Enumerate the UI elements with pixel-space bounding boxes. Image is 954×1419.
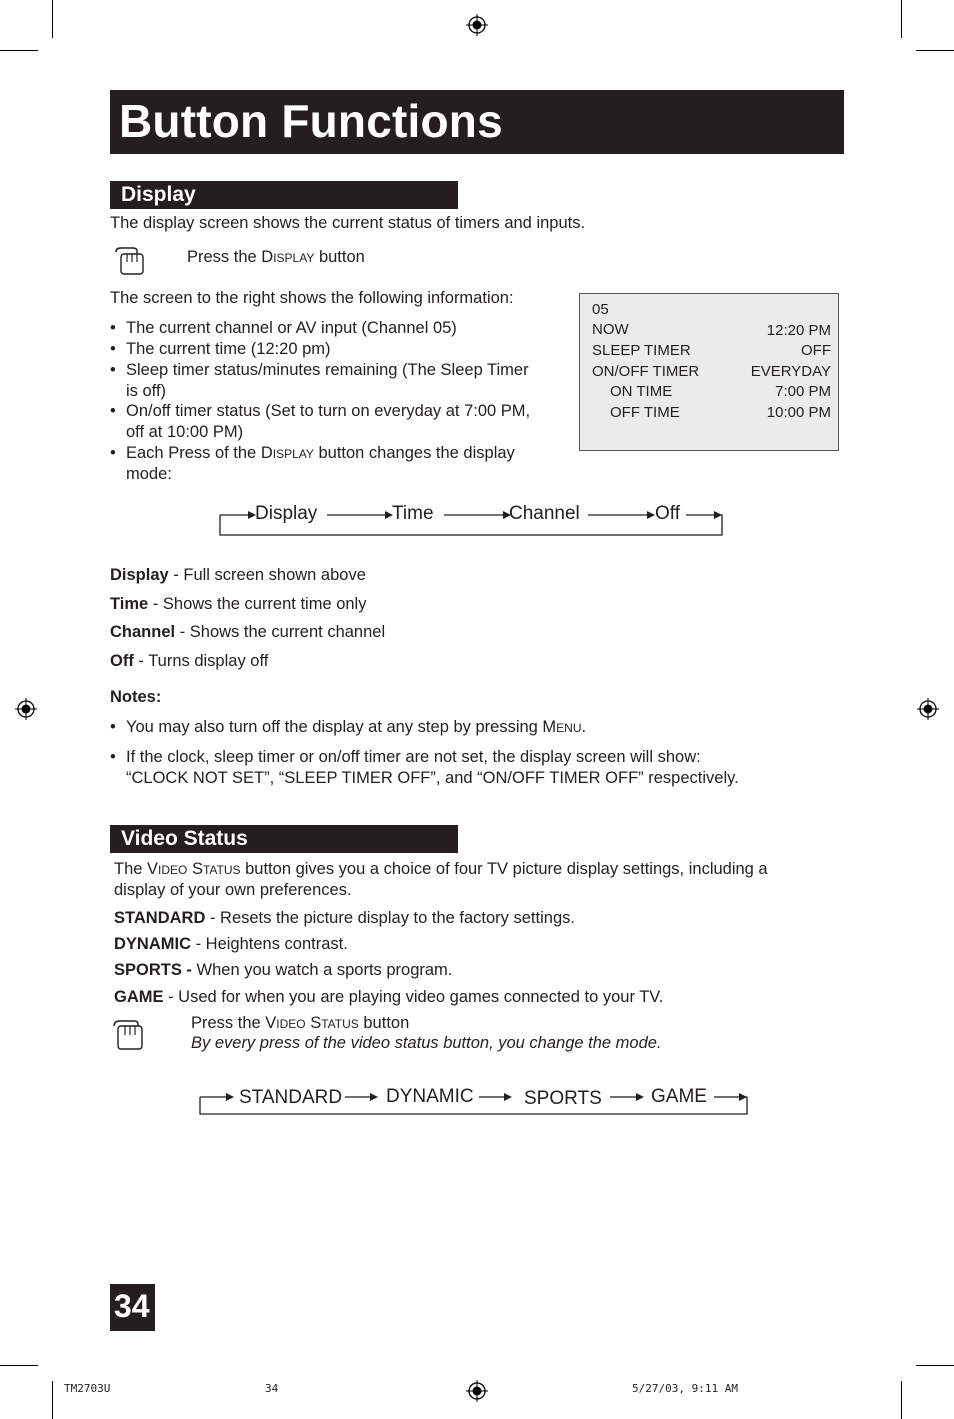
crop-mark [916, 50, 954, 51]
section-heading-text: Video Status [121, 827, 248, 850]
registration-mark-icon [15, 698, 37, 720]
screen-row-label: OFF TIME [610, 404, 680, 421]
mode-description: Channel - Shows the current channel [110, 623, 386, 641]
info-lead: The screen to the right shows the following information: [110, 289, 514, 307]
video-mode-description: GAME - Used for when you are playing video games connected to your TV. [114, 988, 664, 1006]
hand-press-icon [113, 242, 149, 278]
footer-slug-center: 34 [265, 1382, 279, 1395]
page-number-badge [110, 1284, 155, 1331]
crop-mark [0, 1365, 38, 1366]
section-heading-video-status [110, 825, 458, 853]
flow-step: GAME [651, 1086, 707, 1107]
mode-description: Display - Full screen shown above [110, 566, 366, 584]
screen-row-label: ON/OFF TIMER [592, 363, 700, 380]
flow-step: STANDARD [239, 1087, 343, 1108]
screen-row-value: 12:20 PM [766, 322, 831, 339]
flow-step: Time [392, 503, 434, 524]
section-heading-display [110, 181, 458, 209]
crop-mark [916, 1365, 954, 1366]
flow-step: SPORTS [524, 1088, 602, 1109]
crop-mark [52, 0, 53, 38]
registration-mark-icon [466, 1380, 488, 1402]
screen-row-value: OFF [801, 342, 831, 359]
screen-row-label: NOW [592, 321, 629, 338]
page-number: 34 [114, 1288, 150, 1324]
screen-row-value: EVERYDAY [750, 363, 831, 380]
flow-step: Off [655, 503, 680, 524]
screen-row-value: 10:00 PM [766, 404, 831, 421]
crop-mark [52, 1381, 53, 1419]
flow-step: DYNAMIC [386, 1086, 474, 1107]
footer-slug-left: TM2703U [64, 1382, 111, 1395]
footer-slug-right: 5/27/03, 9:11 AM [632, 1382, 738, 1395]
screen-channel: 05 [592, 301, 609, 318]
flow-step: Channel [509, 503, 580, 524]
screen-row-label: ON TIME [610, 383, 673, 400]
video-press-instruction: Press the Video Status button [191, 1014, 410, 1032]
mode-description: Time - Shows the current time only [110, 595, 367, 613]
screen-row-label: SLEEP TIMER [592, 342, 691, 359]
video-status-button-name: Video Status [265, 1014, 359, 1032]
page-title: Button Functions [119, 95, 503, 147]
video-mode-description: STANDARD - Resets the picture display to the factory settings. [114, 909, 575, 927]
display-press-instruction: Press the Display button [187, 248, 365, 266]
section-heading-text: Display [121, 183, 196, 206]
video-mode-description: SPORTS - When you watch a sports program. [114, 961, 453, 979]
crop-mark [901, 0, 902, 38]
page-title-bar [110, 90, 844, 154]
video-intro-line2: display of your own preferences. [114, 881, 352, 899]
crop-mark [0, 50, 38, 51]
registration-mark-icon [466, 14, 488, 36]
video-mode-description: DYNAMIC - Heightens contrast. [114, 935, 348, 953]
crop-mark [901, 1381, 902, 1419]
notes-heading: Notes: [110, 688, 162, 706]
video-intro: The Video Status button gives you a choice of four TV picture display settings, including a [114, 860, 768, 878]
video-press-note: By every press of the video status button, you change the mode. [191, 1034, 662, 1052]
flow-step: Display [255, 503, 318, 524]
mode-description: Off - Turns display off [110, 652, 269, 670]
screen-row-value: 7:00 PM [775, 383, 831, 400]
display-button-name: Display [261, 248, 315, 266]
tv-display-screen [579, 293, 839, 451]
display-intro: The display screen shows the current status of timers and inputs. [110, 214, 586, 232]
hand-press-icon [112, 1016, 148, 1052]
registration-mark-icon [917, 698, 939, 720]
